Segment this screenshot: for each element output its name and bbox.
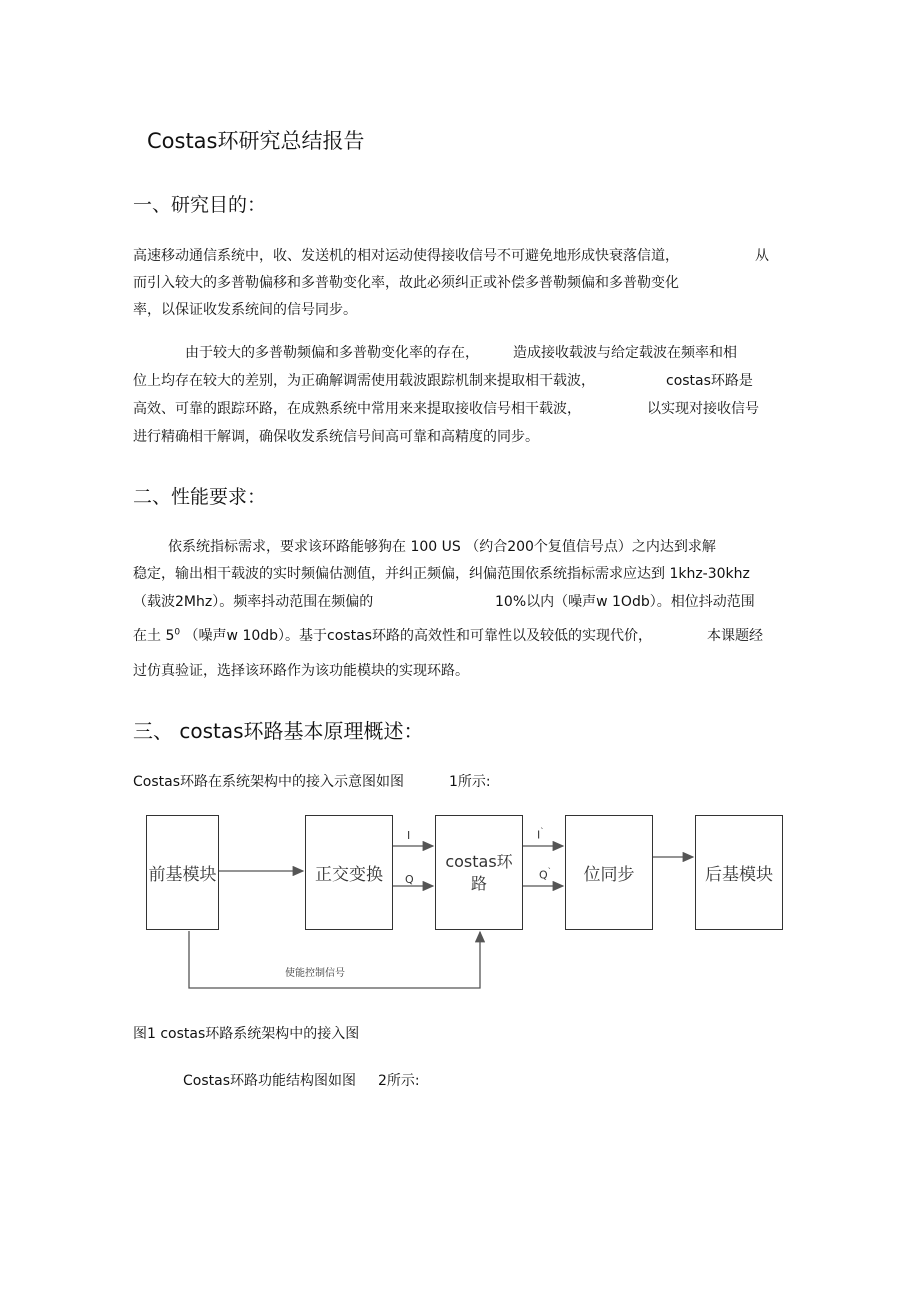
signal-label-i: I (407, 829, 411, 842)
enable-control-label: 使能控制信号 (285, 968, 345, 979)
block-label: 路 (470, 873, 487, 893)
figure-intro-2-tail: 2所示: (378, 1073, 420, 1089)
block-costas-loop (435, 815, 523, 930)
paragraph-line: 位上均存在较大的差别，为正确解调需使用载波跟踪机制来提取相干载波， (133, 373, 595, 389)
paragraph-line-tail: 10%以内（噪声w 1Odb）。相位抖动范围 (495, 594, 755, 610)
signal-label-q-out (539, 867, 552, 882)
signal-label-i-out (537, 827, 544, 842)
figure-intro-2: Costas环路功能结构图如图 (183, 1073, 356, 1089)
paragraph-line: 而引入较大的多普勒偏移和多普勒变化率，故此必须纠正或补偿多普勒频偏和多普勒变化 (133, 275, 679, 291)
text-fragment: 在土 5 (133, 628, 175, 644)
block-bit-sync: 位同步 (565, 815, 653, 930)
section-heading-2: 二、性能要求： (133, 486, 267, 508)
block-back-module: 后基模块 (695, 815, 783, 930)
paragraph-line-tail: costas环路是 (666, 373, 753, 389)
block-quadrature-transform: 正交变换 (305, 815, 393, 930)
block-label: costas环 (445, 851, 513, 871)
paragraph-line: 进行精确相干解调，确保收发系统信号间高可靠和高精度的同步。 (133, 429, 539, 445)
paragraph-line: 过仿真验证，选择该环路作为该功能模块的实现环路。 (133, 663, 469, 679)
signal-text: I (537, 828, 541, 842)
superscript: 0 (174, 627, 181, 638)
paragraph-line-tail: 造成接收载波与给定载波在频率和相 (513, 345, 737, 361)
signal-text: Q (539, 868, 548, 882)
paragraph-line: （载波2Mhz）。频率抖动范围在频偏的 (133, 594, 374, 610)
text-fragment: （噪声w 10db）。基于costas环路的高效性和可靠性以及较低的实现代价， (184, 628, 652, 644)
section-heading-1: 一、研究目的： (133, 194, 267, 216)
paragraph-line: 依系统指标需求，要求该环路能够狗在 100 US （约合200个复值信号点）之内达到求解 (168, 539, 716, 555)
signal-label-q: Q (405, 873, 414, 886)
block-front-module: 前基模块 (146, 815, 219, 930)
paragraph-line: 稳定，输出相干载波的实时频偏估测值，并纠正频偏，纠偏范围依系统指标需求应达到 1khz-30khz (133, 566, 750, 582)
figure-intro-tail: 1所示: (449, 774, 491, 790)
enable-control-line (189, 931, 480, 988)
paragraph-line: 率，以保证收发系统间的信号同步。 (133, 302, 357, 318)
paragraph-line-tail: 本课题经 (707, 628, 763, 644)
paragraph-line: 由于较大的多普勒频偏和多普勒变化率的存在， (185, 345, 479, 361)
prime-mark: ` (540, 827, 545, 836)
prime-mark: ` (547, 867, 552, 876)
page-title: Costas环研究总结报告 (147, 129, 365, 153)
paragraph-line-tail: 从 (755, 248, 769, 264)
paragraph-line: 高效、可靠的跟踪环路，在成熟系统中常用来来提取接收信号相干载波， (133, 401, 581, 417)
figure-caption: 图1 costas环路系统架构中的接入图 (133, 1026, 360, 1042)
paragraph-line-tail: 以实现对接收信号 (647, 401, 759, 417)
figure-intro: Costas环路在系统架构中的接入示意图如图 (133, 774, 404, 790)
paragraph-line: 高速移动通信系统中，收、发送机的相对运动使得接收信号不可避免地形成快衰落信道， (133, 248, 679, 264)
section-heading-3: 三、 costas环路基本原理概述： (133, 719, 424, 743)
